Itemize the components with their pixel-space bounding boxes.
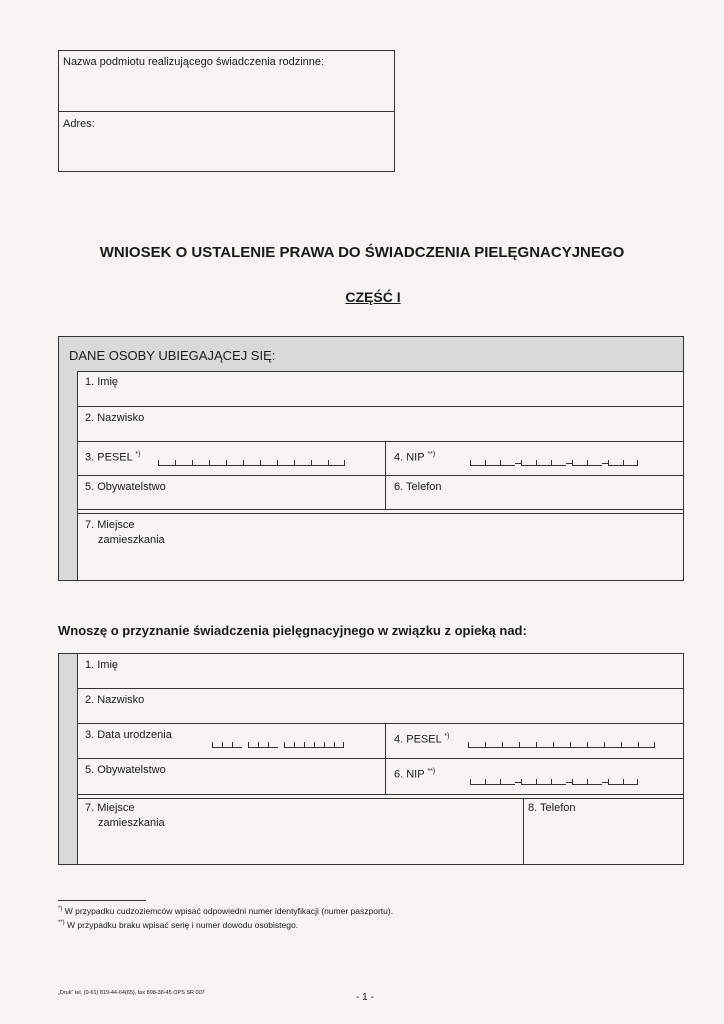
applicant-residence-field[interactable]: [178, 515, 683, 579]
ward-citizenship-field[interactable]: [178, 759, 383, 794]
divider: [59, 111, 394, 112]
ward-birth-date-label: 3. Data urodzenia: [85, 729, 172, 741]
footnote-2: [58, 920, 298, 930]
ward-section: [58, 653, 684, 865]
page-title: WNIOSEK O USTALENIE PRAWA DO ŚWIADCZENIA PIELĘGNACYJNEGO: [99, 244, 625, 261]
ward-pesel-text: 4. PESEL: [394, 733, 442, 746]
applicant-phone-label: 6. Telefon: [394, 481, 442, 493]
divider: [78, 513, 683, 514]
ward-nip-text: 6. NIP: [394, 768, 425, 781]
ward-phone-label: 8. Telefon: [528, 802, 576, 814]
applicant-first-name-label: 1. Imię: [85, 376, 119, 388]
applicant-residence-label-2: zamieszkania: [98, 534, 165, 546]
ward-nip-input[interactable]: [470, 779, 638, 785]
footnote-mark: **): [427, 768, 436, 775]
applicant-header: DANE OSOBY UBIEGAJĄCEJ SIĘ:: [69, 348, 276, 363]
ward-pesel-input[interactable]: [468, 742, 655, 748]
footnote-1: [58, 906, 393, 916]
provider-address-label: Adres:: [63, 118, 95, 130]
applicant-nip-label: [394, 448, 435, 465]
ward-residence-label-2: zamieszkania: [98, 817, 165, 829]
provider-address-field[interactable]: [59, 133, 394, 171]
ward-last-name-label: 2. Nazwisko: [85, 694, 145, 706]
page-number: - 1 -: [356, 992, 374, 1003]
ward-residence-label-1: 7. Miejsce: [85, 802, 135, 814]
applicant-residence-label-1: 7. Miejsce: [85, 519, 135, 531]
ward-first-name-field[interactable]: [138, 654, 683, 688]
footnote-rule: [58, 900, 146, 901]
applicant-fields: [77, 371, 684, 581]
part-label: CZĘŚĆ I: [345, 289, 401, 305]
footnote-1-text: W przypadku cudzoziemców wpisać odpowiedni numer identyfikacji (numer paszportu).: [64, 906, 394, 916]
ward-birth-date-input[interactable]: [212, 742, 344, 748]
footnote-mark: **): [58, 920, 65, 927]
divider: [385, 723, 386, 795]
applicant-pesel-label: [85, 448, 140, 465]
footnote-mark: **): [427, 451, 436, 458]
ward-phone-field[interactable]: [524, 818, 683, 863]
applicant-section: [58, 336, 684, 581]
provider-box: [58, 50, 395, 172]
divider: [78, 794, 683, 795]
footnote-mark: *): [135, 451, 141, 458]
ward-nip-label: [394, 765, 435, 782]
applicant-nip-text: 4. NIP: [394, 451, 425, 464]
applicant-pesel-text: 3. PESEL: [85, 451, 133, 464]
applicant-first-name-field[interactable]: [138, 372, 683, 406]
divider: [78, 798, 683, 799]
ward-first-name-label: 1. Imię: [85, 659, 119, 671]
applicant-phone-field[interactable]: [458, 476, 683, 509]
applicant-pesel-input[interactable]: [158, 460, 345, 466]
divider: [78, 441, 683, 442]
divider: [78, 723, 683, 724]
footnote-mark: *): [58, 906, 63, 913]
footnote-mark: *): [444, 733, 450, 740]
printer-info: „Druk” tel. (0-61) 819-44-64(65), fax 898-38-45 OPS SR 007: [58, 990, 205, 996]
care-heading: Wnoszę o przyznanie świadczenia pielęgnacyjnego w związku z opieką nad:: [58, 623, 527, 638]
ward-pesel-label: [394, 730, 449, 747]
provider-name-label: Nazwa podmiotu realizującego świadczenia rodzinne:: [63, 56, 325, 68]
provider-name-field[interactable]: [59, 73, 394, 111]
ward-citizenship-label: 5. Obywatelstwo: [85, 764, 166, 776]
applicant-citizenship-label: 5. Obywatelstwo: [85, 481, 166, 493]
ward-fields: [77, 654, 684, 865]
ward-last-name-field[interactable]: [158, 689, 683, 722]
applicant-nip-input[interactable]: [470, 460, 638, 466]
ward-residence-field[interactable]: [178, 800, 523, 863]
divider: [78, 509, 683, 510]
footnote-2-text: W przypadku braku wpisać serię i numer dowodu osobistego.: [67, 920, 299, 930]
applicant-citizenship-field[interactable]: [178, 476, 383, 509]
applicant-last-name-label: 2. Nazwisko: [85, 412, 145, 424]
applicant-last-name-field[interactable]: [158, 407, 683, 440]
